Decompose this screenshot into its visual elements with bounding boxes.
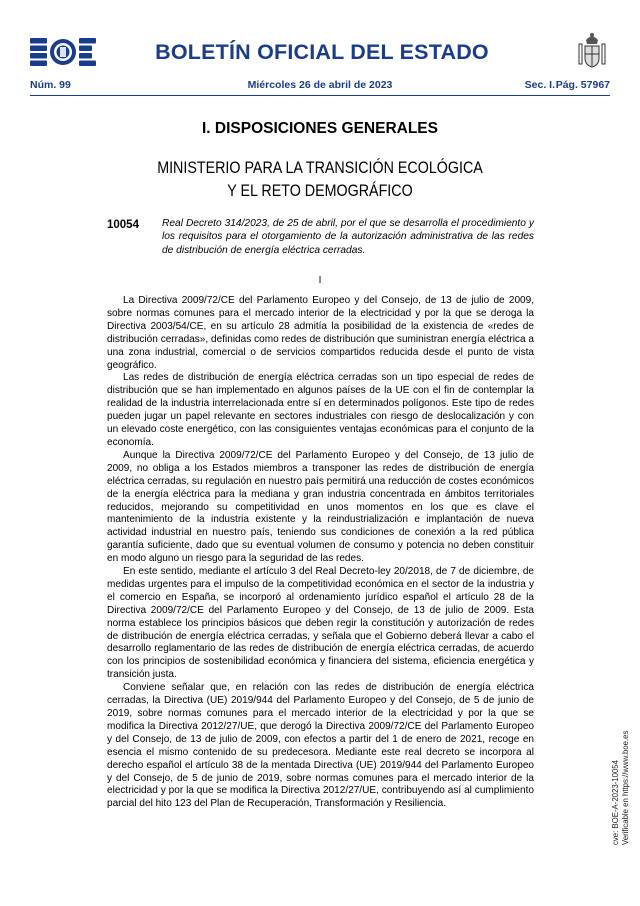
document-number: 10054 [107,219,139,231]
part-heading: I [318,275,322,286]
paragraph: Aunque la Directiva 2009/72/CE del Parlamento Europeo y del Consejo, de 13 julio de 2009, no obliga a los Estados miembros a transponer las redes de distribución de energía eléctrica cerradas, su regulación en nuestro país permitirá una reducción de costes económicos de la energía eléctrica para la mediana y gran industria concentrada en ámbitos territoriales reducidos, mejorando su competitividad en unos momentos en los que es clave el mantenimiento de la industria existente y la reindustrialización e implantación de nueva actividad industrial en nuestro país, teniendo sus condiciones de conexión a la red pública garantía suficiente, dado que su eventual volumen de consumo y potencia no deben constituir en modo alguno un riesgo para la seguridad de las redes. [107,449,534,565]
header-rule [30,95,610,96]
paragraph: Las redes de distribución de energía eléctrica cerradas son un tipo especial de redes de distribución que se han implementado en algunos países de la UE con el fin de contemplar la realidad de la industria interrelacionada entre sí en determinados polígonos. Este tipo de redes pueden jugar un papel relevante en sectores industriales con riesgo de deslocalización y con un elevado coste energético, con las consiguientes ventajas económicas para el conjunto de la economía. [107,372,534,448]
ministry-line-1: MINISTERIO PARA LA TRANSICIÓN ECOLÓGICA [157,158,483,177]
ministry-heading [102,156,539,202]
document-title: Real Decreto 314/2023, de 25 de abril, por el que se desarrolla el procedimiento y los requisitos para el otorgamiento de la autorización administrativa de las redes de distribución de energía eléctrica cerradas. [162,218,534,256]
issue-number: Núm. 99 [30,79,71,91]
issue-bar [30,79,610,93]
bulletin-title: BOLETÍN OFICIAL DEL ESTADO [155,40,489,64]
cve-code: cve: BOE-A-2023-10054 [611,760,620,845]
boe-logo [30,38,96,66]
document-body [107,295,534,811]
section-title: I. DISPOSICIONES GENERALES [202,120,438,137]
paragraph: Conviene señalar que, en relación con las redes de distribución de energía eléctrica cerradas, la Directiva (UE) 2019/944 del Parlamento Europeo y del Consejo, de 5 de junio de 2019, sobre normas comunes para el mercado interior de la electricidad y por la que se modifica la Directiva 2012/27/UE, que derogó la Directiva 2009/72/CE del Parlamento Europeo y del Consejo, de 13 de julio de 2009, con efectos a partir del 1 de enero de 2021, recoge en esencia el mismo contenido de su predecesora. Mediante este real decreto se incorpora al derecho español el artículo 38 de la mentada Directiva (UE) 2019/944 del Parlamento Europeo y del Consejo, de 5 de junio de 2019, sobre normas comunes para el mercado interior de la electricidad y por la que se modifica la Directiva 2012/27/UE, contribuyendo así al cumplimiento parcial del hito 123 del Plan de Recuperación, Transformación y Resiliencia. [107,682,534,810]
paragraph: La Directiva 2009/72/CE del Parlamento Europeo y del Consejo, de 13 de julio de 2009, sobre normas comunes para el mercado interior de la electricidad y por la que se deroga la Directiva 2003/54/CE, en su artículo 28 admitía la posibilidad de la existencia de «redes de distribución cerradas», definidas como redes de distribución que suministran energía eléctrica a una zona industrial, comercial o de servicios compartidos reducida desde el punto de vista geográfico. [107,295,534,371]
ministry-line-2: Y EL RETO DEMOGRÁFICO [227,181,413,200]
verification-note [611,731,631,845]
verification-link[interactable]: Verificable en https://www.boe.es [621,730,630,845]
page-ref: Pág. 57967 [555,79,610,91]
coat-of-arms-icon [577,32,607,72]
paragraph: En este sentido, mediante el artículo 3 del Real Decreto-ley 20/2018, de 7 de diciembre, de medidas urgentes para el impulso de la competitividad económica en el sector de la industria y el comercio en España, se incorporó al ordenamiento jurídico español el artículo 28 de la Directiva 2009/72/CE del Parlamento Europeo y del Consejo, de 13 de julio de 2009. Esta norma establece los principios básicos que deben regir la constitución y autorización de redes de distribución de energía eléctrica cerradas, y señala que el Gobierno deberá llevar a cabo el desarrollo reglamentario de las redes de distribución de energía eléctrica cerradas, de acuerdo con los principios de sostenibilidad económica y financiera del sistema, eficiencia energética y transición justa. [107,566,534,681]
section-ref: Sec. I. [524,79,555,91]
issue-date: Miércoles 26 de abril de 2023 [247,79,393,91]
